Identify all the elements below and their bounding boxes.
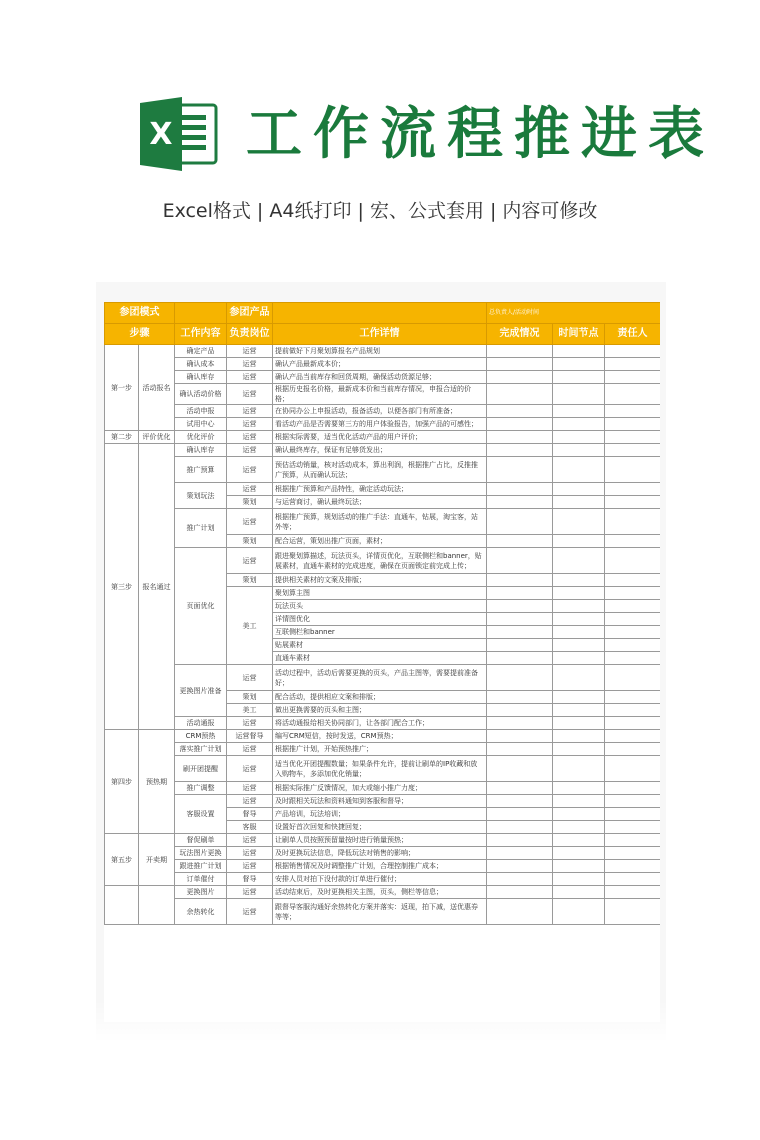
stage-cell: 报名通过 [139,444,175,730]
role-cell: 运营 [227,548,273,574]
status-cell[interactable] [487,587,553,600]
task-cell: 页面优化 [175,548,227,665]
col-header-time: 时间节点 [553,324,605,345]
owner-cell[interactable] [605,483,661,496]
time-cell[interactable] [553,795,605,808]
col-header-owner: 责任人 [605,324,661,345]
status-cell[interactable] [487,808,553,821]
owner-cell[interactable] [605,405,661,418]
table-row [105,886,661,899]
role-cell: 美工 [227,587,273,665]
role-cell: 策划 [227,496,273,509]
role-cell: 运营 [227,717,273,730]
detail-cell: 配合运营，策划出推广页面，素材； [273,535,487,548]
role-cell: 运营 [227,756,273,782]
role-cell: 美工 [227,704,273,717]
status-cell[interactable] [487,509,553,535]
role-cell: 策划 [227,574,273,587]
detail-cell: 适当优化开团提醒数量；如果条件允许，提前让刷单的IP收藏和放入购物车，多添加优化销量； [273,756,487,782]
col-header-role: 负责岗位 [227,324,273,345]
time-cell[interactable] [553,834,605,847]
owner-cell[interactable] [605,717,661,730]
time-cell[interactable] [553,639,605,652]
task-cell: 策划玩法 [175,483,227,509]
table-row [105,358,661,371]
status-cell[interactable] [487,756,553,782]
owner-cell[interactable] [605,548,661,574]
owner-cell[interactable] [605,873,661,886]
time-cell[interactable] [553,626,605,639]
task-cell: CRM预热 [175,730,227,743]
table-row [105,457,661,483]
time-cell[interactable] [553,691,605,704]
owner-cell[interactable] [605,847,661,860]
table-row [105,847,661,860]
owner-cell[interactable] [605,886,661,899]
time-cell[interactable] [553,873,605,886]
table-row [105,834,661,847]
status-cell[interactable] [487,834,553,847]
task-cell: 订单催付 [175,873,227,886]
time-cell[interactable] [553,899,605,925]
detail-cell: 根据销售情况及时调整推广计划，合理控制推广成本； [273,860,487,873]
role-cell: 运营 [227,457,273,483]
time-cell[interactable] [553,548,605,574]
detail-cell: 提前做好下月聚划算报名产品规划 [273,345,487,358]
role-cell: 运营 [227,405,273,418]
spreadsheet [104,302,660,1022]
task-cell: 余热转化 [175,899,227,925]
task-cell: 确认成本 [175,358,227,371]
time-cell[interactable] [553,665,605,691]
detail-cell: 让刷单人员按照预留量按时进行销量预热； [273,834,487,847]
owner-cell[interactable] [605,860,661,873]
status-cell[interactable] [487,574,553,587]
task-cell: 活动申报 [175,405,227,418]
task-cell: 确定产品 [175,345,227,358]
stage-cell: 预热期 [139,730,175,834]
time-cell[interactable] [553,358,605,371]
status-cell[interactable] [487,358,553,371]
status-cell[interactable] [487,795,553,808]
time-cell[interactable] [553,574,605,587]
detail-cell: 提供相关素材的文案及排版； [273,574,487,587]
status-cell[interactable] [487,371,553,384]
owner-cell[interactable] [605,756,661,782]
stage-cell: 开卖期 [139,834,175,886]
time-cell[interactable] [553,444,605,457]
owner-cell[interactable] [605,639,661,652]
detail-cell: 将活动通报给相关协同部门，让各部门配合工作； [273,717,487,730]
owner-cell[interactable] [605,345,661,358]
status-cell[interactable] [487,665,553,691]
header-row-1 [105,303,661,324]
status-cell[interactable] [487,444,553,457]
owner-cell[interactable] [605,743,661,756]
status-cell[interactable] [487,717,553,730]
role-cell: 运营 [227,847,273,860]
owner-cell[interactable] [605,626,661,639]
table-row [105,730,661,743]
task-cell: 更换图片准备 [175,665,227,717]
detail-cell: 安排人员对拍下没付款的订单进行催付； [273,873,487,886]
table-row [105,860,661,873]
table-row [105,795,661,808]
owner-cell[interactable] [605,665,661,691]
table-row [105,418,661,431]
time-cell[interactable] [553,384,605,405]
role-cell: 运营 [227,665,273,691]
status-cell[interactable] [487,483,553,496]
table-row [105,548,661,574]
group-mode-label: 参团模式 [105,303,175,324]
status-cell[interactable] [487,548,553,574]
role-cell: 运营 [227,371,273,384]
detail-cell: 玩法页头 [273,600,487,613]
role-cell: 运营 [227,899,273,925]
excel-icon [138,97,220,171]
time-cell[interactable] [553,418,605,431]
task-cell: 落实推广计划 [175,743,227,756]
status-cell[interactable] [487,457,553,483]
status-cell[interactable] [487,345,553,358]
detail-cell: 确认最终库存，保证有足够货发出； [273,444,487,457]
detail-cell: 编写CRM短信，按时发送，CRM预热； [273,730,487,743]
owner-cell[interactable] [605,834,661,847]
detail-cell: 根据推广计划，开始预热推广； [273,743,487,756]
status-cell[interactable] [487,652,553,665]
role-cell: 运营 [227,358,273,371]
status-cell[interactable] [487,626,553,639]
owner-cell[interactable] [605,899,661,925]
status-cell[interactable] [487,496,553,509]
role-cell: 督导 [227,808,273,821]
task-cell: 玩法图片更换 [175,847,227,860]
owner-cell[interactable] [605,496,661,509]
task-cell: 推广计划 [175,509,227,548]
time-cell[interactable] [553,457,605,483]
step-cell: 第二步 [105,431,139,444]
workflow-table [104,302,660,925]
group-mode-value[interactable] [175,303,227,324]
task-cell: 确认库存 [175,444,227,457]
role-cell: 运营 [227,886,273,899]
task-cell: 客服设置 [175,795,227,834]
table-row [105,384,661,405]
group-product-value[interactable] [273,303,487,324]
step-cell: 第三步 [105,444,139,730]
owner-cell[interactable] [605,782,661,795]
task-cell: 跟进推广计划 [175,860,227,873]
owner-cell[interactable] [605,431,661,444]
page-subtitle: Excel格式 | A4纸打印 | 宏、公式套用 | 内容可修改 [162,200,598,222]
status-cell[interactable] [487,886,553,899]
col-header-step: 步骤 [105,324,175,345]
detail-cell: 聚划算主图 [273,587,487,600]
time-cell[interactable] [553,496,605,509]
task-cell: 试用中心 [175,418,227,431]
table-row [105,345,661,358]
time-cell[interactable] [553,652,605,665]
task-cell: 确认库存 [175,371,227,384]
detail-cell: 根据推广预算和产品特性，确定活动玩法； [273,483,487,496]
owner-cell[interactable] [605,613,661,626]
task-cell: 推广调整 [175,782,227,795]
detail-cell: 根据推广预算，规划活动的推广手法：直通车，钻展，淘宝客，站外等； [273,509,487,535]
owner-cell[interactable] [605,652,661,665]
table-row [105,743,661,756]
detail-cell: 活动过程中，活动后需要更换的页头，产品主图等，需要提前准备好； [273,665,487,691]
status-cell[interactable] [487,730,553,743]
owner-cell[interactable] [605,821,661,834]
table-row [105,899,661,925]
status-cell[interactable] [487,600,553,613]
time-cell[interactable] [553,483,605,496]
role-cell: 运营 [227,483,273,496]
detail-cell: 及时跟相关玩法和资料通知到客服和督导； [273,795,487,808]
role-cell: 策划 [227,691,273,704]
owner-cell[interactable] [605,444,661,457]
detail-cell: 跟进聚划算描述，玩法页头，详情页优化，互联侧栏和banner，贴展素材，直通车素材的完成进度，确保在页面锁定前完成上传； [273,548,487,574]
time-cell[interactable] [553,371,605,384]
role-cell: 运营 [227,444,273,457]
group-product-label: 参团产品 [227,303,273,324]
owner-cell[interactable] [605,600,661,613]
detail-cell: 设置好首次回复和快捷回复； [273,821,487,834]
role-cell: 运营 [227,860,273,873]
step-cell: 第一步 [105,345,139,431]
owner-cell[interactable] [605,457,661,483]
time-cell[interactable] [553,847,605,860]
table-row [105,782,661,795]
task-cell: 推广预算 [175,457,227,483]
stage-cell [139,886,175,925]
owner-cell[interactable] [605,384,661,405]
role-cell: 客服 [227,821,273,834]
status-cell[interactable] [487,860,553,873]
status-cell[interactable] [487,821,553,834]
owner-cell[interactable] [605,358,661,371]
owner-cell[interactable] [605,795,661,808]
status-cell[interactable] [487,431,553,444]
time-cell[interactable] [553,704,605,717]
role-cell: 督导 [227,873,273,886]
time-cell[interactable] [553,782,605,795]
detail-cell: 互联侧栏和banner [273,626,487,639]
detail-cell: 根据实际需要，适当优化活动产品的用户评价； [273,431,487,444]
time-cell[interactable] [553,587,605,600]
page-header [0,0,760,290]
detail-cell: 产品培训，玩法培训； [273,808,487,821]
status-cell[interactable] [487,847,553,860]
owner-cell[interactable] [605,418,661,431]
time-cell[interactable] [553,756,605,782]
owner-cell[interactable] [605,587,661,600]
status-cell[interactable] [487,613,553,626]
owner-cell[interactable] [605,371,661,384]
role-cell: 运营 [227,795,273,808]
stage-cell: 活动报名 [139,345,175,431]
time-cell[interactable] [553,860,605,873]
task-cell: 督促刷单 [175,834,227,847]
status-cell[interactable] [487,743,553,756]
role-cell: 运营 [227,431,273,444]
role-cell: 运营 [227,418,273,431]
time-cell[interactable] [553,345,605,358]
table-row [105,371,661,384]
task-cell: 确认活动价格 [175,384,227,405]
detail-cell: 看活动产品是否需要第三方的用户体验报告，加强产品的可感性； [273,418,487,431]
status-cell[interactable] [487,691,553,704]
owner-cell[interactable] [605,509,661,535]
status-cell[interactable] [487,899,553,925]
time-cell[interactable] [553,613,605,626]
time-cell[interactable] [553,535,605,548]
header-row-2 [105,324,661,345]
detail-cell: 确认产品当前库存和回货周期，确保活动货源足够； [273,371,487,384]
role-cell: 运营督导 [227,730,273,743]
table-row [105,665,661,691]
owner-time-label: 总负责人/活动时间 [487,303,661,324]
time-cell[interactable] [553,821,605,834]
owner-cell[interactable] [605,730,661,743]
stage-cell: 评价优化 [139,431,175,444]
status-cell[interactable] [487,639,553,652]
status-cell[interactable] [487,384,553,405]
col-header-status: 完成情况 [487,324,553,345]
task-cell: 刷开团提醒 [175,756,227,782]
step-cell [105,886,139,925]
role-cell: 策划 [227,535,273,548]
time-cell[interactable] [553,431,605,444]
table-row [105,873,661,886]
detail-cell: 活动结束后，及时更换相关主图，页头，侧栏等信息； [273,886,487,899]
table-row [105,509,661,535]
role-cell: 运营 [227,834,273,847]
owner-cell[interactable] [605,535,661,548]
role-cell: 运营 [227,782,273,795]
owner-cell[interactable] [605,691,661,704]
time-cell[interactable] [553,600,605,613]
role-cell: 运营 [227,345,273,358]
col-header-task: 工作内容 [175,324,227,345]
detail-cell: 在协同办公上申报活动，报备活动，以便各部门有所准备； [273,405,487,418]
time-cell[interactable] [553,730,605,743]
detail-cell: 与运营商讨，确认最终玩法； [273,496,487,509]
detail-cell: 详情图优化 [273,613,487,626]
detail-cell: 预估活动销量，核对活动成本，算出利润，根据推广占比，反推推广预算，从而确认玩法； [273,457,487,483]
detail-cell: 直通车素材 [273,652,487,665]
status-cell[interactable] [487,704,553,717]
role-cell: 运营 [227,743,273,756]
time-cell[interactable] [553,743,605,756]
detail-cell: 做出更换需要的页头和主图； [273,704,487,717]
detail-cell: 确认产品最新成本价； [273,358,487,371]
status-cell[interactable] [487,782,553,795]
status-cell[interactable] [487,418,553,431]
detail-cell: 及时更换玩法信息，降低玩法对销售的影响； [273,847,487,860]
task-cell: 优化评价 [175,431,227,444]
logo-letter: X [149,117,173,152]
table-row [105,756,661,782]
col-header-detail: 工作详情 [273,324,487,345]
status-cell[interactable] [487,873,553,886]
owner-cell[interactable] [605,574,661,587]
owner-cell[interactable] [605,704,661,717]
table-row [105,405,661,418]
time-cell[interactable] [553,509,605,535]
time-cell[interactable] [553,717,605,730]
status-cell[interactable] [487,535,553,548]
task-cell: 活动通报 [175,717,227,730]
table-row [105,444,661,457]
detail-cell: 配合活动，提供相应文案和排版； [273,691,487,704]
step-cell: 第四步 [105,730,139,834]
detail-cell: 跟督导客服沟通好余热转化方案并落实：返现，拍下减，送优惠券等等； [273,899,487,925]
table-row [105,483,661,496]
detail-cell: 根据历史报名价格，最新成本价和当前库存情况，申报合适的价格； [273,384,487,405]
role-cell: 运营 [227,509,273,535]
detail-cell: 根据实际推广反馈情况，加大或缩小推广力度； [273,782,487,795]
bottom-fade [96,1000,666,1042]
time-cell[interactable] [553,886,605,899]
page-title: 工作流程推进表 [246,102,715,167]
table-row [105,717,661,730]
role-cell: 运营 [227,384,273,405]
time-cell[interactable] [553,405,605,418]
table-row [105,431,661,444]
task-cell: 更换图片 [175,886,227,899]
step-cell: 第五步 [105,834,139,886]
status-cell[interactable] [487,405,553,418]
detail-cell: 贴展素材 [273,639,487,652]
time-cell[interactable] [553,808,605,821]
owner-cell[interactable] [605,808,661,821]
